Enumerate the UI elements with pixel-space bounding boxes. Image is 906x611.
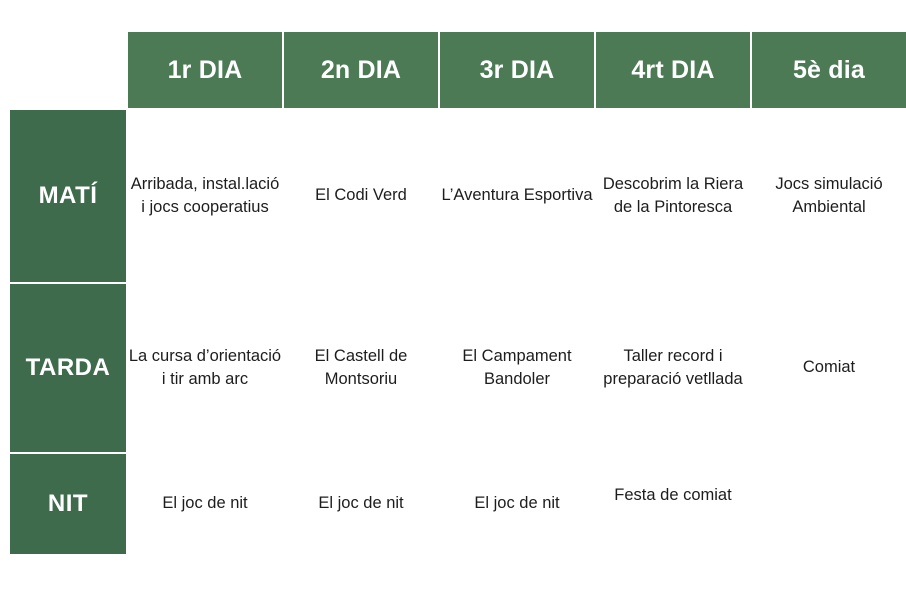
column-header-day-2: 2n DIA	[284, 32, 438, 108]
cell-nit-day3: El joc de nit	[440, 454, 594, 554]
cell-nit-day5	[752, 454, 906, 554]
cell-tarda-day3: El Campament Bandoler	[440, 284, 594, 452]
column-header-day-3: 3r DIA	[440, 32, 594, 108]
cell-nit-day1: El joc de nit	[128, 454, 282, 554]
row-header-mati: MATÍ	[10, 110, 126, 282]
table-row	[10, 454, 906, 554]
table-row	[10, 110, 906, 282]
weekly-schedule-table	[8, 30, 906, 556]
cell-mati-day3: L’Aventura Esportiva	[440, 110, 594, 282]
cell-tarda-day2: El Castell de Montsoriu	[284, 284, 438, 452]
cell-nit-day2: El joc de nit	[284, 454, 438, 554]
cell-tarda-day5: Comiat	[752, 284, 906, 452]
cell-nit-day4-text: Festa de comiat	[614, 486, 732, 505]
corner-cell	[10, 32, 126, 108]
cell-nit-day4	[596, 454, 750, 554]
row-header-tarda: TARDA	[10, 284, 126, 452]
column-header-day-4: 4rt DIA	[596, 32, 750, 108]
table-header-row	[10, 32, 906, 108]
column-header-day-1: 1r DIA	[128, 32, 282, 108]
cell-mati-day4: Descobrim la Riera de la Pintoresca	[596, 110, 750, 282]
table-row	[10, 284, 906, 452]
cell-mati-day2: El Codi Verd	[284, 110, 438, 282]
column-header-day-5: 5è dia	[752, 32, 906, 108]
cell-mati-day1: Arribada, instal.lació i jocs cooperatius	[128, 110, 282, 282]
cell-mati-day5: Jocs simulació Ambiental	[752, 110, 906, 282]
row-header-nit: NIT	[10, 454, 126, 554]
cell-tarda-day4: Taller record i preparació vetllada	[596, 284, 750, 452]
cell-tarda-day1: La cursa d’orientació i tir amb arc	[128, 284, 282, 452]
